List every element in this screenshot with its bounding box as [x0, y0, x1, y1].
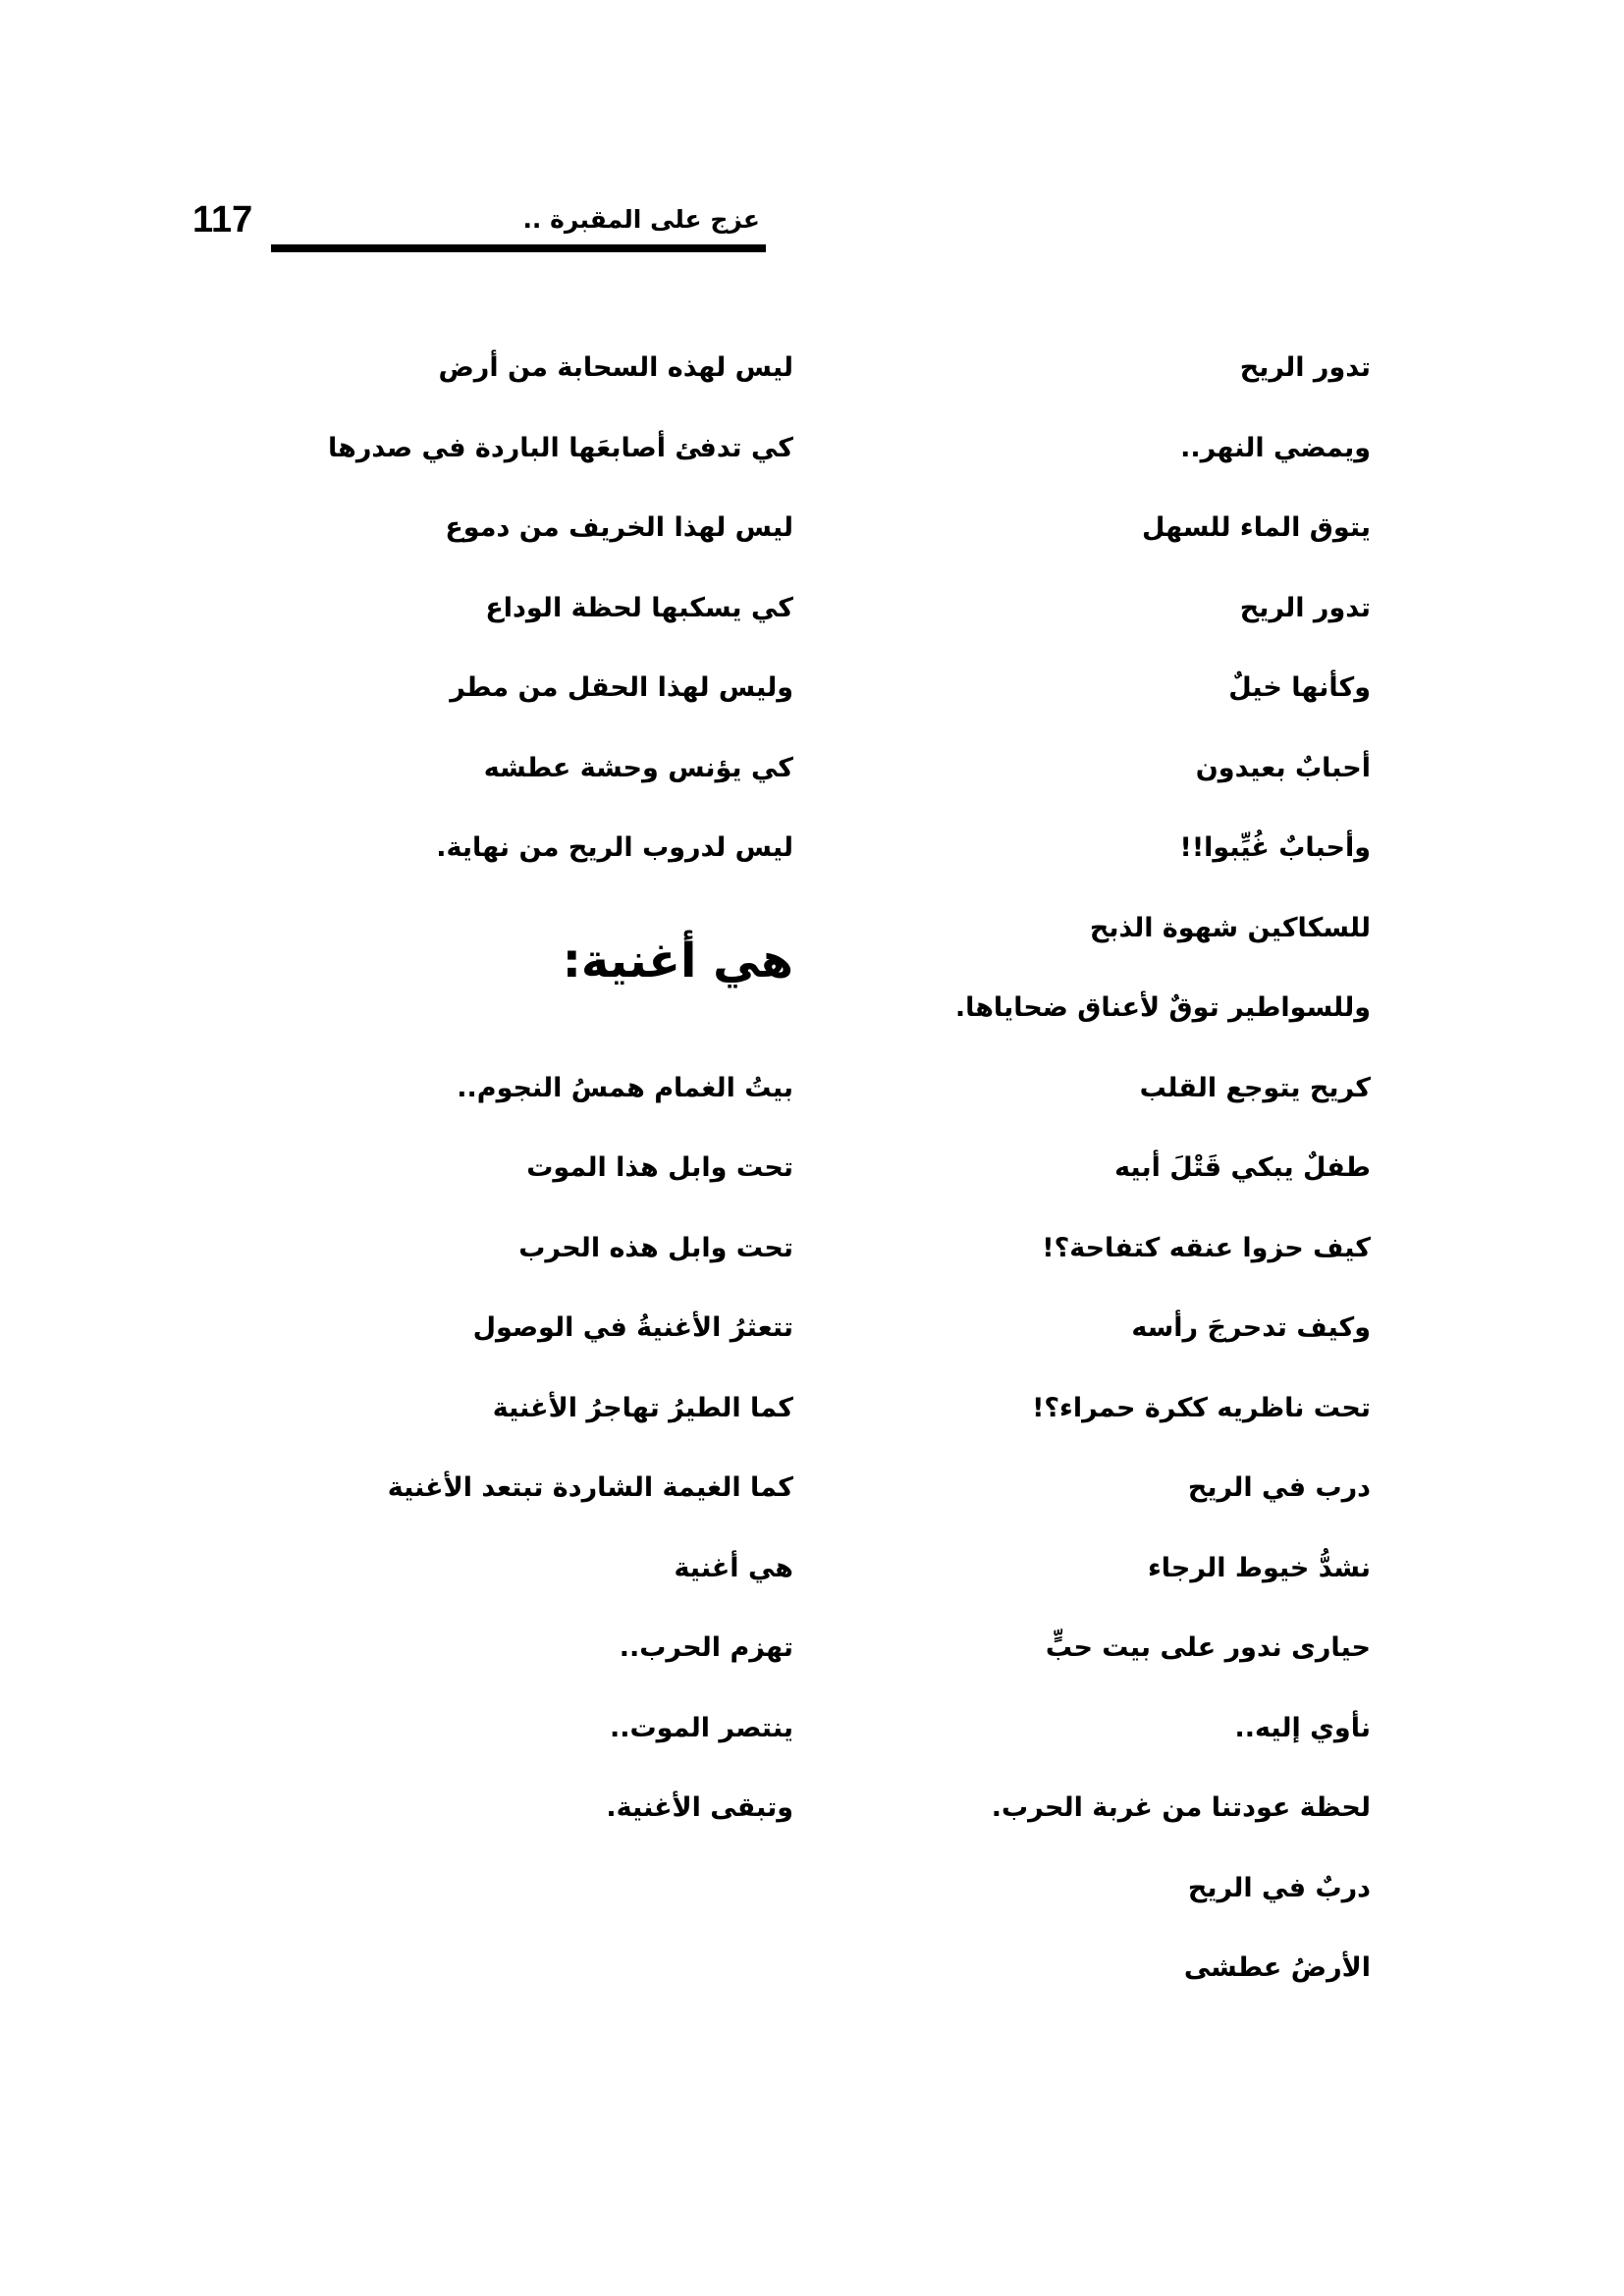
verse-line: تحت وابل هذا الموت — [526, 1152, 793, 1183]
verse-line: حيارى ندور على بيت حبٍّ — [1045, 1632, 1371, 1663]
verse-line: كما الطيرُ تهاجرُ الأغنية — [492, 1392, 793, 1423]
verse-line: وتبقى الأغنية. — [606, 1792, 793, 1823]
verse-line: تحت وابل هذه الحرب — [518, 1232, 793, 1263]
verse-line: تحت ناظريه ككرة حمراء؟! — [1032, 1392, 1371, 1423]
verse-line: كما الغيمة الشاردة تبتعد الأغنية — [387, 1472, 793, 1503]
verse-line: وللسواطير توقٌ لأعناق ضحاياها. — [954, 992, 1371, 1023]
poem-right-column — [943, 342, 1371, 2022]
poem-left-column — [295, 342, 793, 1862]
verse-line: كي يؤنس وحشة عطشه — [483, 752, 793, 783]
verse-line: للسكاكين شهوة الذبح — [1089, 912, 1371, 943]
verse-line: نشدُّ خيوط الرجاء — [1147, 1552, 1371, 1583]
header-rule — [271, 244, 766, 252]
verse-line: ليس لهذه السحابة من أرض — [438, 352, 793, 383]
page-number: 117 — [192, 199, 253, 240]
verse-line: كيف حزوا عنقه كتفاحة؟! — [1042, 1232, 1371, 1263]
verse-line: كي يسكبها لحظة الوداع — [485, 592, 793, 623]
running-title: عزج على المقبرة .. — [522, 205, 760, 234]
verse-line: وكأنها خيلٌ — [1228, 672, 1371, 703]
verse-line: وليس لهذا الحقل من مطر — [450, 672, 793, 703]
verse-line: وأحبابٌ غُيِّبوا!! — [1179, 832, 1371, 863]
verse-line: تدور الريح — [1239, 352, 1371, 383]
verse-line: طفلٌ يبكي قَتْلَ أبيه — [1114, 1152, 1371, 1183]
verse-line: أحبابٌ بعيدون — [1195, 752, 1371, 783]
verse-line: ليس لهذا الخريف من دموع — [445, 512, 793, 543]
verse-line: تدور الريح — [1239, 592, 1371, 623]
verse-line: وكيف تدحرجَ رأسه — [1131, 1312, 1371, 1343]
verse-line: كي تدفئ أصابعَها الباردة في صدرها — [328, 432, 793, 463]
verse-line: الأرضُ عطشى — [1183, 1952, 1371, 1983]
verse-line: ويمضي النهر.. — [1180, 432, 1371, 463]
verse-line: كريح يتوجع القلب — [1139, 1072, 1371, 1103]
section-heading: هي أغنية: — [562, 933, 793, 988]
verse-line: بيتُ الغمام همسُ النجوم.. — [457, 1072, 793, 1103]
verse-line: ليس لدروب الريح من نهاية. — [436, 832, 793, 863]
verse-line: لحظة عودتنا من غربة الحرب. — [991, 1792, 1371, 1823]
verse-line: يتوق الماء للسهل — [1141, 512, 1371, 543]
verse-line: دربٌ في الريح — [1187, 1872, 1371, 1903]
verse-line: درب في الريح — [1187, 1472, 1371, 1503]
verse-line: نأوي إليه.. — [1234, 1712, 1371, 1743]
verse-line: ينتصر الموت.. — [609, 1712, 793, 1743]
verse-line: هي أغنية — [674, 1552, 793, 1583]
verse-line: تتعثرُ الأغنيةُ في الوصول — [472, 1312, 793, 1343]
verse-line: تهزم الحرب.. — [619, 1632, 793, 1663]
